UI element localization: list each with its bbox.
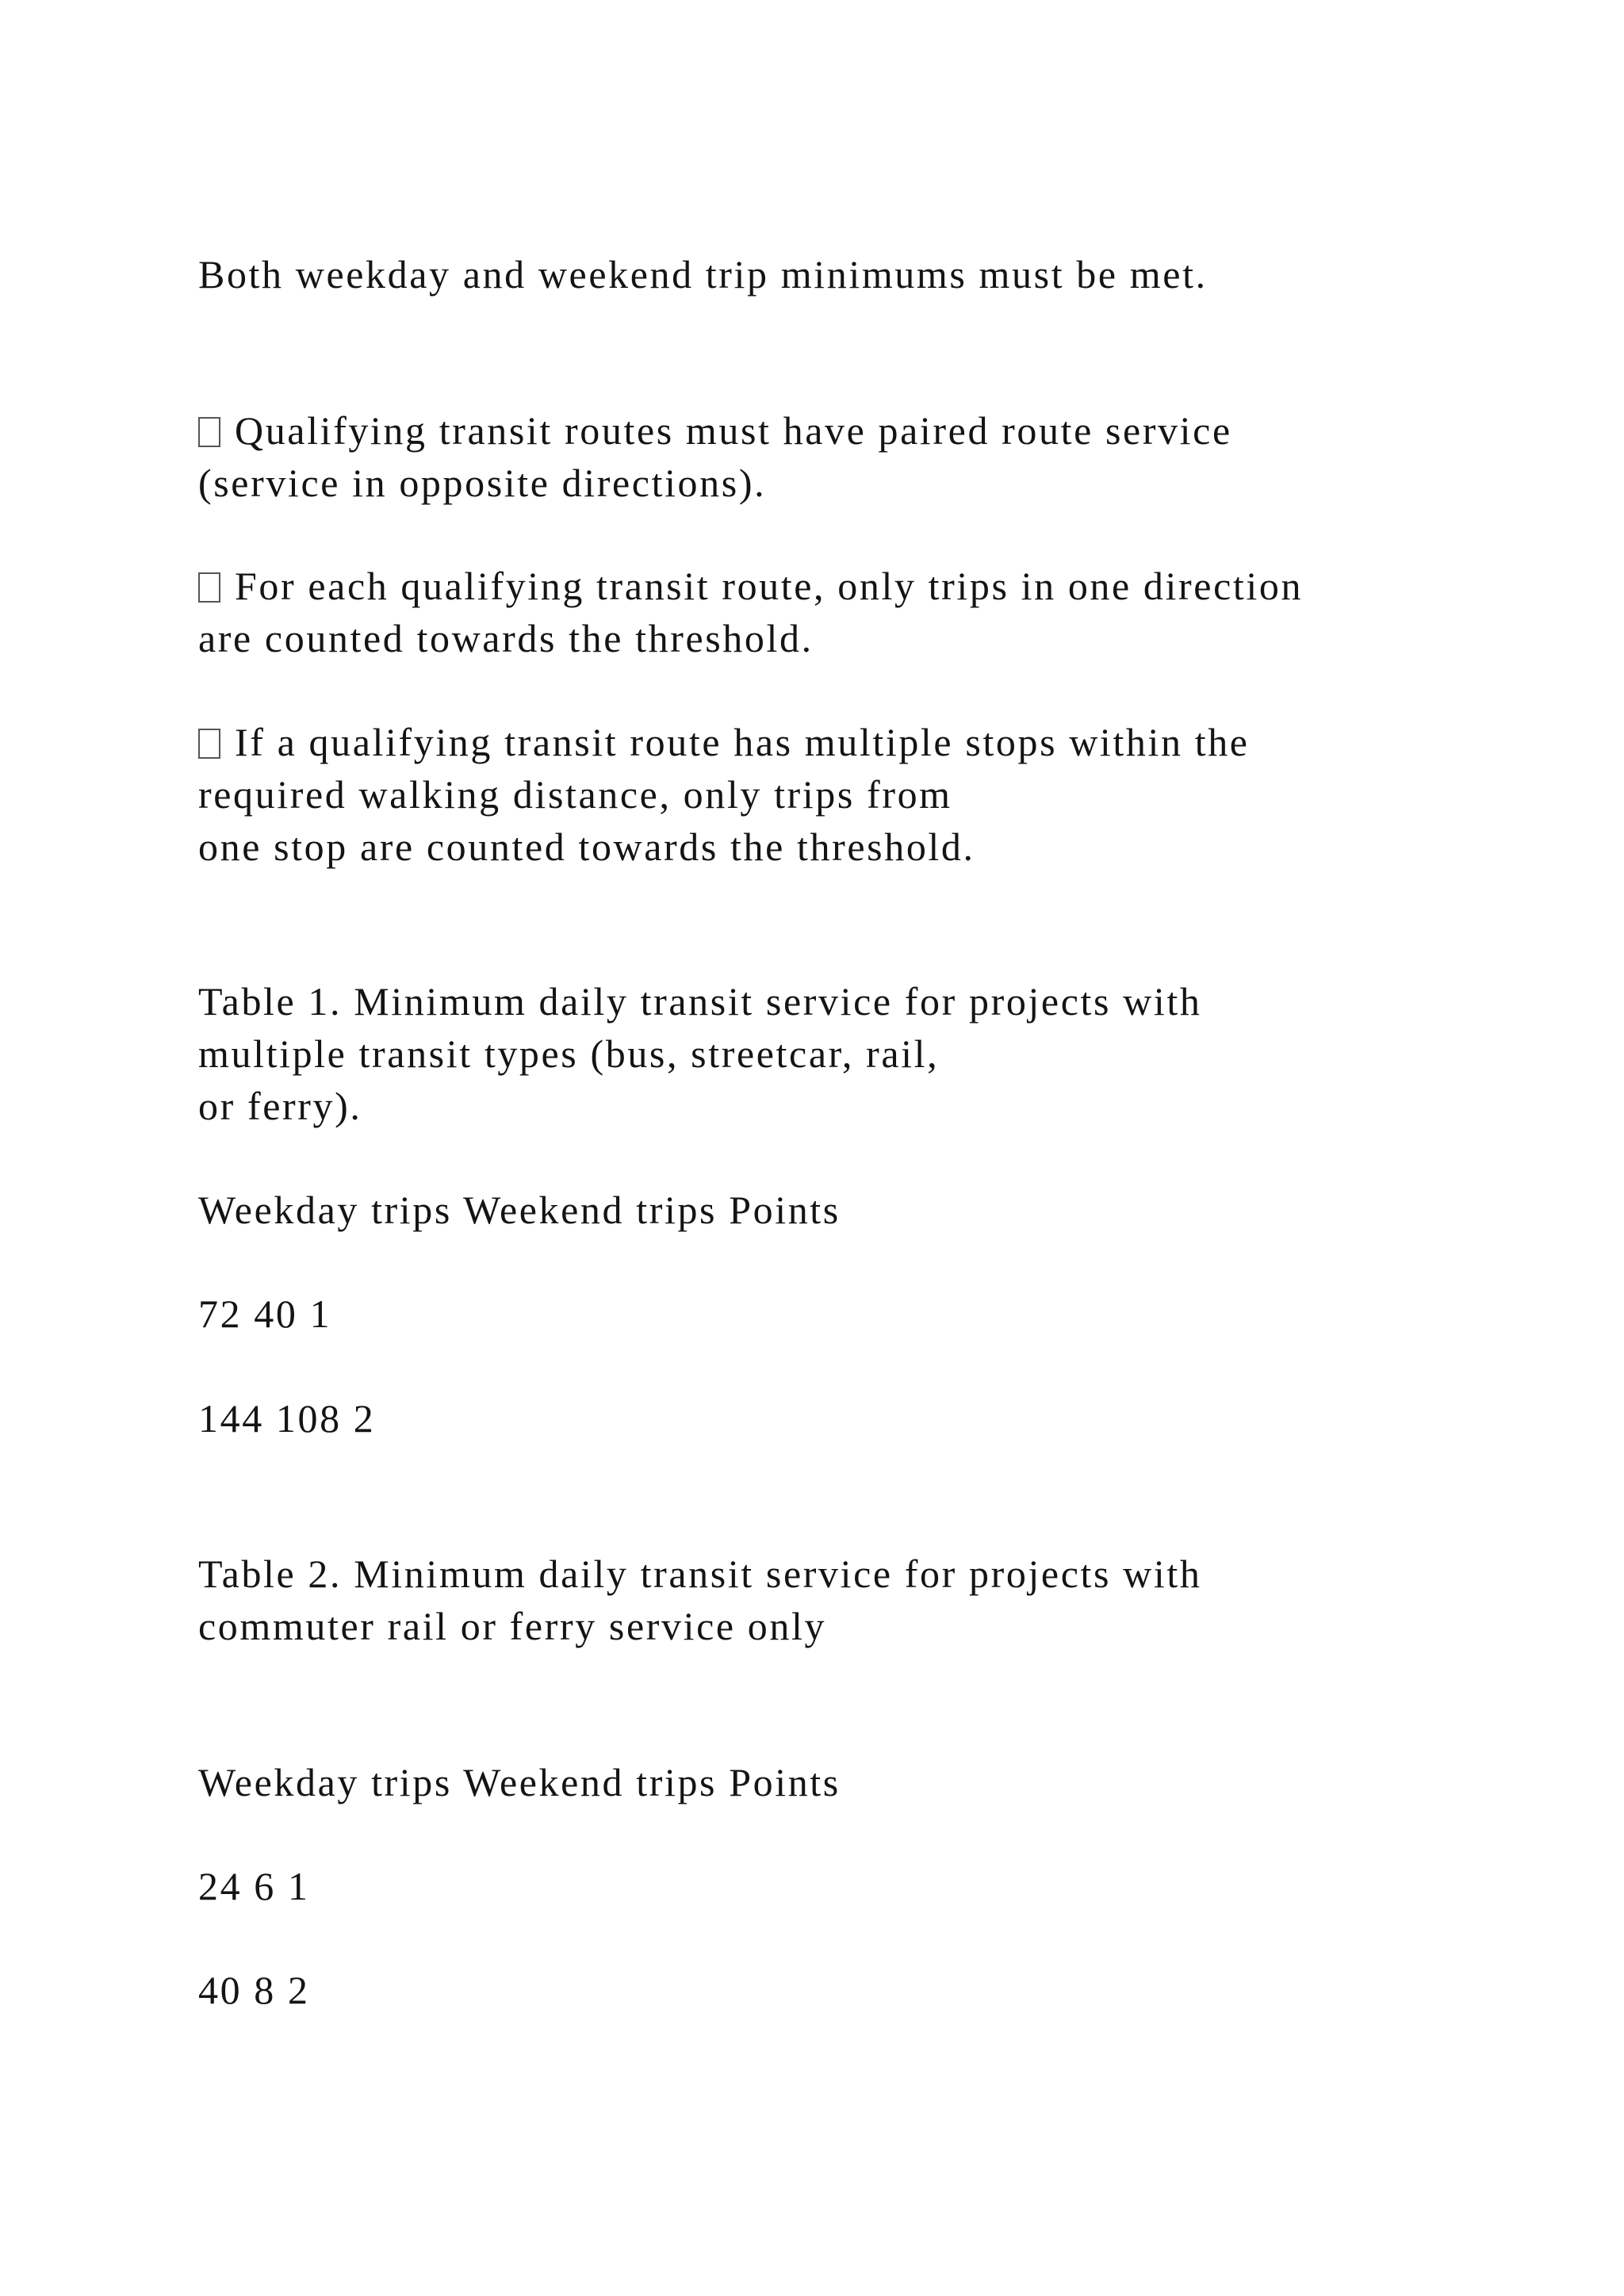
table2-header: Weekday trips Weekend trips Points xyxy=(198,1760,841,1804)
table1-caption-line-2: multiple transit types (bus, streetcar, rail, xyxy=(198,1031,940,1076)
bullet-1-line-2: (service in opposite directions). xyxy=(198,461,767,505)
bullet-3-text: If a qualifying transit route has multiple stops within the xyxy=(235,720,1250,764)
table1-header: Weekday trips Weekend trips Points xyxy=(198,1188,841,1232)
bullet-2-text: For each qualifying transit route, only trips in one direction xyxy=(235,564,1304,608)
table1-row-1: 72 40 1 xyxy=(198,1292,332,1336)
bullet-3-line-1 xyxy=(198,716,1250,768)
bullet-2-line-1 xyxy=(198,560,1303,612)
intro-text: Both weekday and weekend trip minimums must be met. xyxy=(198,252,1208,297)
table2-row-1: 24 6 1 xyxy=(198,1864,310,1908)
missing-glyph-box-icon xyxy=(198,729,220,759)
bullet-3-line-3: one stop are counted towards the threshold. xyxy=(198,825,975,869)
table1-caption-line-3: or ferry). xyxy=(198,1084,362,1128)
bullet-1-line-1 xyxy=(198,404,1232,457)
table2-caption-line-2: commuter rail or ferry service only xyxy=(198,1604,827,1648)
missing-glyph-box-icon xyxy=(198,572,220,603)
table1-caption-line-1: Table 1. Minimum daily transit service for projects with xyxy=(198,979,1202,1024)
missing-glyph-box-icon xyxy=(198,417,220,447)
table2-caption-line-1: Table 2. Minimum daily transit service for projects with xyxy=(198,1552,1202,1596)
table2-row-2: 40 8 2 xyxy=(198,1968,310,2012)
bullet-1-text: Qualifying transit routes must have paired route service xyxy=(235,408,1232,453)
bullet-3-line-2: required walking distance, only trips from xyxy=(198,772,952,817)
table1-row-2: 144 108 2 xyxy=(198,1396,376,1441)
bullet-2-line-2: are counted towards the threshold. xyxy=(198,616,814,660)
